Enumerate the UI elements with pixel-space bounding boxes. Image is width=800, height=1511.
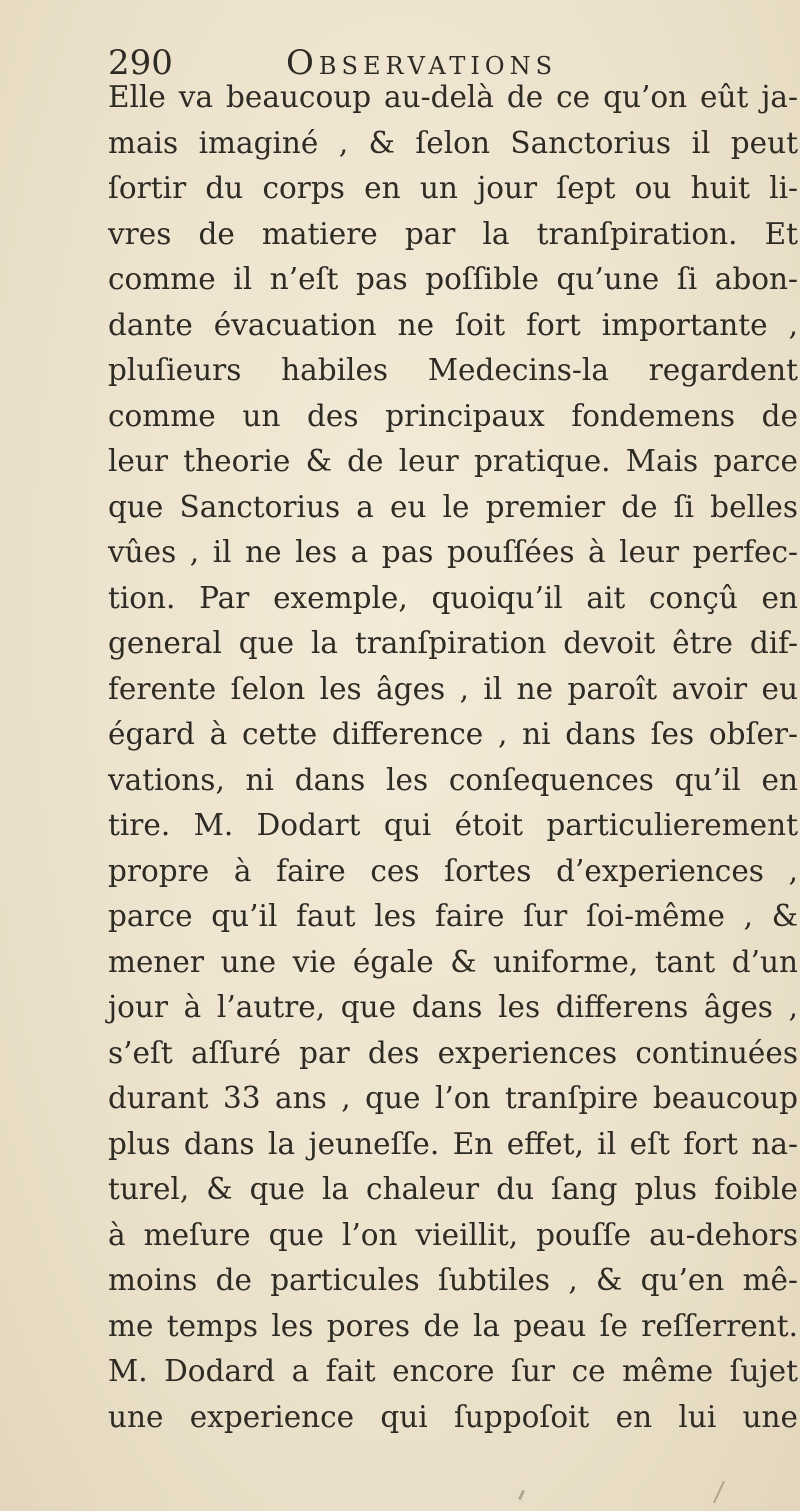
- text-line: s’eſt aſſuré par des experiences continuées: [108, 1035, 798, 1070]
- text-line: vres de matiere par la tranſpiration. Et: [108, 216, 798, 251]
- running-title: Observations: [286, 43, 558, 83]
- text-line: leur theorie & de leur pratique. Mais parce: [108, 444, 798, 478]
- text-line: jour à l’autre, que dans les differens âges ,: [108, 990, 798, 1024]
- text-line: mener une vie égale & uniforme, tant d’un: [108, 944, 798, 979]
- text-line: tion. Par exemple, quoiqu’il ait conçû en: [108, 580, 798, 615]
- text-line: dante évacuation ne ſoit fort importante ,: [108, 307, 798, 342]
- page-number: 290: [108, 43, 173, 83]
- text-line: à meſure que l’on vieillit, pouſſe au-dehors: [108, 1217, 798, 1252]
- text-line: durant 33 ans , que l’on tranſpire beaucoup: [108, 1081, 798, 1115]
- text-line: tire. M. Dodart qui étoit particulierement: [108, 808, 798, 842]
- text-line: ſortir du corps en un jour ſept ou huit li-: [108, 171, 798, 205]
- text-line: Elle va beaucoup au-delà de ce qu’on eût ja-: [108, 80, 798, 114]
- text-line: parce qu’il faut les faire ſur ſoi-même , &: [108, 899, 798, 933]
- text-line: pluſieurs habiles Medecins-la regardent: [108, 353, 798, 387]
- text-line: comme un des principaux fondemens de: [108, 398, 798, 433]
- text-line: mais imaginé , & ſelon Sanctorius il peut: [108, 125, 798, 160]
- text-line: comme il n’eſt pas poſſible qu’une ſi abon-: [108, 262, 798, 296]
- text-line: general que la tranſpiration devoit être dif-: [108, 626, 798, 660]
- text-line: vations, ni dans les conſequences qu’il en: [108, 762, 798, 797]
- text-line: vûes , il ne les a pas pouſſées à leur perfec-: [108, 535, 798, 569]
- text-line: propre à faire ces ſortes d’experiences ,: [108, 853, 798, 888]
- text-line: ferente ſelon les âges , il ne paroît avoir eu: [108, 671, 798, 706]
- text-line: plus dans la jeuneſſe. En effet, il eſt fort na-: [108, 1126, 798, 1161]
- text-line: turel, & que la chaleur du ſang plus foible: [108, 1172, 798, 1206]
- text-line: me temps les pores de la peau ſe reſſerrent.: [108, 1308, 798, 1343]
- text-line: M. Dodard a fait encore ſur ce même ſujet: [108, 1354, 798, 1388]
- paper-speck: [713, 1481, 725, 1504]
- paper-speck: [518, 1490, 525, 1500]
- body-text: [108, 75, 798, 1440]
- text-line: moins de particules ſubtiles , & qu’en mê-: [108, 1263, 798, 1297]
- text-line: une experience qui ſuppoſoit en lui une: [108, 1399, 798, 1434]
- text-line: que Sanctorius a eu le premier de ſi belles: [108, 489, 798, 524]
- text-line: égard à cette difference , ni dans ſes obſer-: [108, 717, 798, 751]
